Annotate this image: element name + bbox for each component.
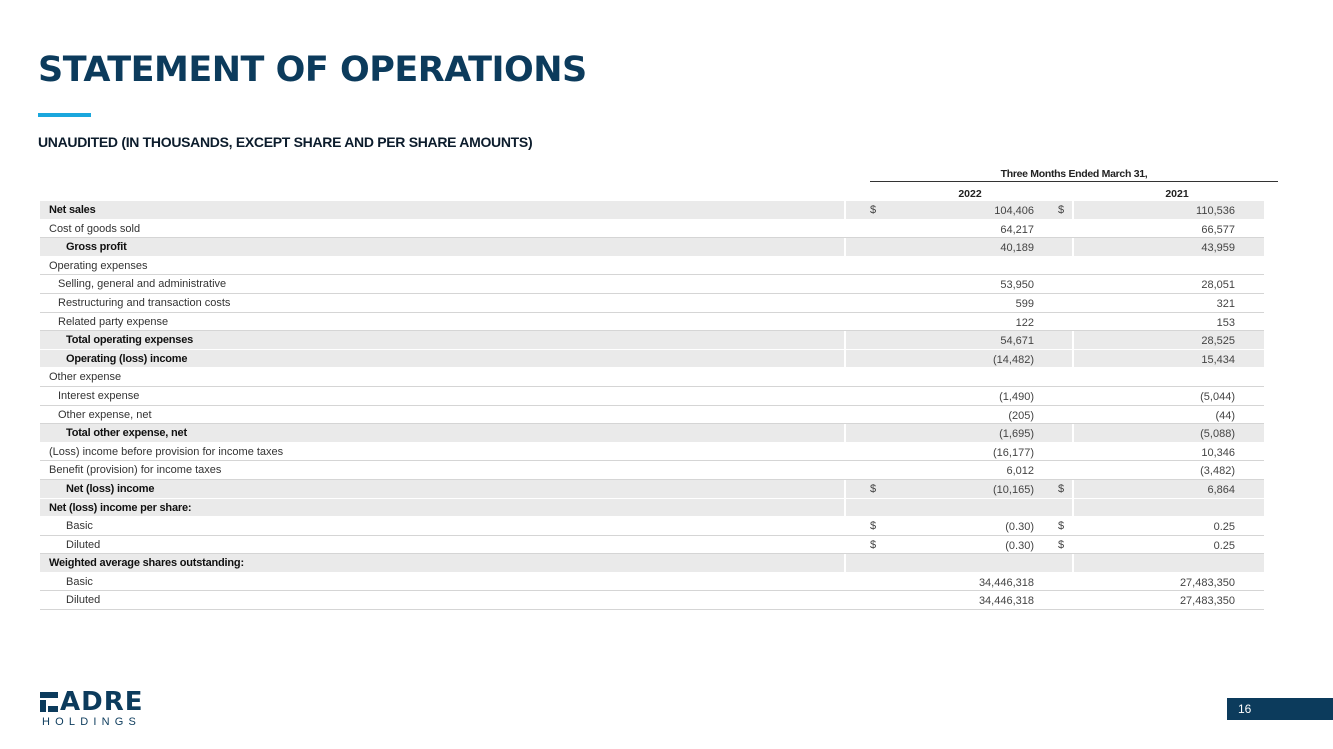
table-row	[40, 536, 1264, 555]
column-divider	[844, 387, 846, 405]
row-label: Restructuring and transaction costs	[58, 296, 231, 309]
row-label: (Loss) income before provision for income taxes	[49, 445, 284, 458]
table-row	[40, 461, 1264, 480]
table-row	[40, 499, 1264, 518]
column-divider	[1072, 275, 1074, 293]
table-row	[40, 313, 1264, 332]
value-2022: (0.30)	[1005, 539, 1034, 552]
table-row	[40, 220, 1264, 239]
page-title: STATEMENT OF OPERATIONS	[38, 50, 587, 90]
column-divider	[844, 461, 846, 479]
year-column-header: 2021	[1165, 188, 1189, 200]
table-row	[40, 591, 1264, 610]
row-label: Other expense	[49, 371, 122, 384]
column-divider	[1072, 591, 1074, 609]
column-divider	[1072, 406, 1074, 424]
value-2022: (1,695)	[999, 428, 1034, 441]
column-divider	[1072, 573, 1074, 591]
row-label: Total operating expenses	[66, 334, 194, 347]
value-2022: 599	[1015, 297, 1034, 310]
column-divider	[844, 406, 846, 424]
row-label: Weighted average shares outstanding:	[49, 557, 244, 570]
currency-symbol: $	[1058, 538, 1065, 551]
column-divider	[844, 424, 846, 442]
row-label: Net sales	[49, 204, 96, 216]
column-divider	[844, 201, 846, 219]
column-divider	[844, 554, 846, 572]
column-divider	[844, 573, 846, 591]
row-label: Related party expense	[58, 315, 169, 328]
value-2022: (0.30)	[1005, 521, 1034, 534]
table-row	[40, 554, 1264, 573]
currency-symbol: $	[1058, 520, 1065, 533]
logo-wordmark: ADRE	[60, 687, 144, 717]
value-2022: 53,950	[1000, 279, 1034, 292]
table-row	[40, 443, 1264, 462]
row-label: Basic	[66, 575, 93, 588]
page-number: 16	[1238, 702, 1252, 716]
value-2021: 6,864	[1207, 483, 1235, 496]
value-2022: 104,406	[994, 205, 1034, 217]
table-row	[40, 480, 1264, 499]
value-2021: 28,051	[1201, 279, 1235, 292]
row-label: Net (loss) income per share:	[49, 501, 192, 514]
period-header-rule	[870, 181, 1278, 182]
value-2022: (10,165)	[993, 483, 1034, 496]
table-row	[40, 350, 1264, 369]
column-divider	[1072, 536, 1074, 554]
currency-symbol: $	[870, 482, 877, 495]
currency-symbol: $	[870, 520, 877, 533]
value-2021: 0.25	[1213, 539, 1235, 552]
company-logo	[40, 689, 150, 729]
value-2022: 40,189	[1000, 242, 1034, 255]
row-label: Cost of goods sold	[49, 222, 141, 235]
column-divider	[1072, 424, 1074, 442]
row-label: Gross profit	[66, 241, 127, 254]
column-divider	[1072, 294, 1074, 312]
row-label: Operating expenses	[49, 259, 148, 272]
value-2021: 66,577	[1201, 223, 1235, 236]
value-2022: (14,482)	[993, 353, 1034, 366]
currency-symbol: $	[1058, 204, 1065, 216]
row-label: Net (loss) income	[66, 482, 155, 495]
table-row	[40, 238, 1264, 257]
currency-symbol: $	[870, 204, 877, 216]
value-2021: (3,482)	[1200, 465, 1235, 478]
value-2021: 27,483,350	[1179, 576, 1235, 589]
column-divider	[844, 238, 846, 256]
column-divider	[844, 517, 846, 535]
value-2022: 34,446,318	[978, 595, 1034, 608]
value-2021: 110,536	[1196, 205, 1235, 217]
page-subtitle: UNAUDITED (IN THOUSANDS, EXCEPT SHARE AND PER SHARE AMOUNTS)	[38, 134, 533, 150]
column-divider	[1072, 257, 1074, 275]
column-divider	[844, 220, 846, 238]
column-divider	[1072, 499, 1074, 517]
row-label: Selling, general and administrative	[58, 278, 227, 291]
value-2021: 321	[1216, 297, 1235, 310]
value-2022: (205)	[1008, 409, 1034, 422]
logo-subtext: HOLDINGS	[42, 716, 142, 728]
column-divider	[1072, 480, 1074, 498]
column-divider	[1072, 331, 1074, 349]
column-divider	[844, 331, 846, 349]
table-row	[40, 368, 1264, 387]
row-label: Other expense, net	[58, 408, 152, 421]
year-column-header: 2022	[958, 188, 982, 200]
column-divider	[844, 499, 846, 517]
table-row	[40, 257, 1264, 276]
table-row	[40, 275, 1264, 294]
column-divider	[1072, 238, 1074, 256]
column-divider	[844, 368, 846, 386]
table-row	[40, 331, 1264, 350]
value-2021: 28,525	[1201, 335, 1235, 348]
table-row	[40, 424, 1264, 443]
column-divider	[844, 443, 846, 461]
column-divider	[1072, 313, 1074, 331]
column-divider	[844, 480, 846, 498]
period-header: Three Months Ended March 31,	[1000, 168, 1148, 180]
value-2021: 15,434	[1201, 353, 1235, 366]
value-2021: 10,346	[1201, 446, 1235, 459]
value-2021: 27,483,350	[1179, 595, 1235, 608]
column-divider	[1072, 220, 1074, 238]
row-label: Diluted	[66, 594, 101, 607]
table-row	[40, 573, 1264, 592]
value-2021: (44)	[1215, 409, 1235, 422]
table-row	[40, 294, 1264, 313]
column-divider	[1072, 350, 1074, 368]
column-divider	[1072, 554, 1074, 572]
column-divider	[844, 294, 846, 312]
title-accent-bar	[38, 113, 91, 117]
column-divider	[1072, 461, 1074, 479]
column-divider	[844, 275, 846, 293]
row-label: Benefit (provision) for income taxes	[49, 464, 222, 477]
column-divider	[844, 257, 846, 275]
value-2022: 64,217	[1000, 223, 1034, 236]
column-divider	[1072, 443, 1074, 461]
column-divider	[844, 313, 846, 331]
column-divider	[844, 536, 846, 554]
row-label: Total other expense, net	[66, 427, 187, 440]
table-row	[40, 387, 1264, 406]
row-label: Interest expense	[58, 389, 140, 402]
column-divider	[1072, 368, 1074, 386]
column-divider	[1072, 387, 1074, 405]
value-2021: 153	[1216, 316, 1235, 329]
value-2022: 6,012	[1006, 465, 1034, 478]
currency-symbol: $	[1058, 482, 1065, 495]
value-2022: 34,446,318	[978, 576, 1034, 589]
value-2022: (1,490)	[999, 390, 1034, 403]
value-2022: 122	[1015, 316, 1034, 329]
table-row	[40, 517, 1264, 536]
currency-symbol: $	[870, 538, 877, 551]
column-divider	[844, 591, 846, 609]
column-divider	[1072, 201, 1074, 219]
value-2022: (16,177)	[993, 446, 1034, 459]
value-2021: 43,959	[1201, 242, 1235, 255]
value-2021: (5,088)	[1200, 428, 1235, 441]
value-2021: 0.25	[1213, 521, 1235, 534]
table-row	[40, 201, 1264, 220]
value-2022: 54,671	[1000, 335, 1034, 348]
value-2021: (5,044)	[1200, 390, 1235, 403]
row-label: Diluted	[66, 538, 101, 551]
row-label: Basic	[66, 520, 93, 533]
logo-bracket-icon	[40, 692, 58, 712]
table-row	[40, 406, 1264, 425]
page-number-badge	[1227, 698, 1333, 720]
table-body	[40, 201, 1264, 610]
column-divider	[1072, 517, 1074, 535]
column-divider	[844, 350, 846, 368]
row-label: Operating (loss) income	[66, 352, 188, 365]
